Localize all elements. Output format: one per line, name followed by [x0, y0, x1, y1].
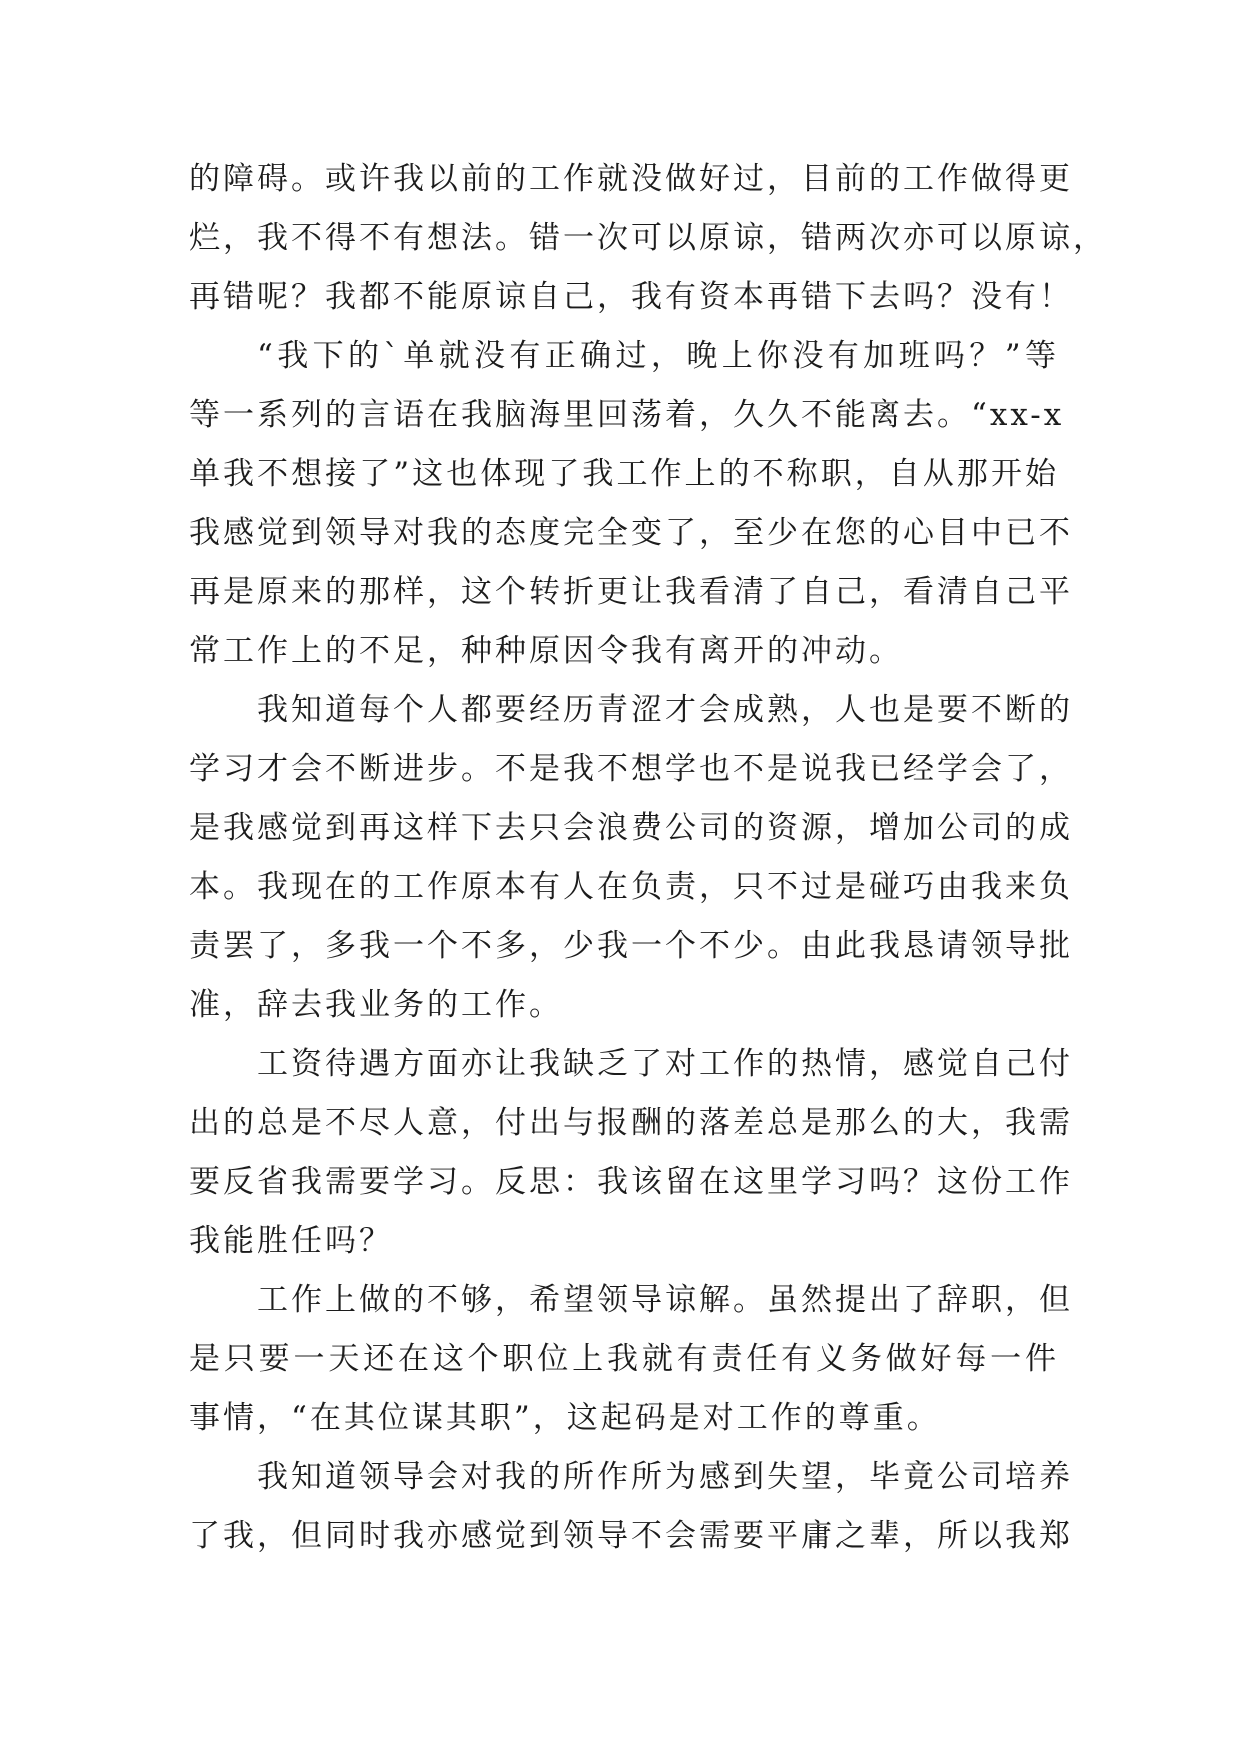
text-line: 常工作上的不足，种种原因令我有离开的冲动。 [189, 633, 903, 669]
text-line: 是只要一天还在这个职位上我就有责任有义务做好每一件 [189, 1341, 1059, 1377]
text-line: 准，辞去我业务的工作。 [189, 987, 563, 1023]
paragraph-first-line: “我下的`单就没有正确过，晚上你没有加班吗？”等 [257, 338, 1059, 374]
text-line: 了我，但同时我亦感觉到领导不会需要平庸之辈，所以我郑 [189, 1518, 1073, 1554]
paragraph-first-line: 我知道每个人都要经历青涩才会成熟，人也是要不断的 [257, 692, 1073, 728]
text-line: 单我不想接了”这也体现了我工作上的不称职，自从那开始 [189, 456, 1059, 492]
text-line: 的障碍。或许我以前的工作就没做好过，目前的工作做得更 [189, 161, 1073, 197]
text-line: 再是原来的那样，这个转折更让我看清了自己，看清自己平 [189, 574, 1073, 610]
document-body [189, 150, 1107, 1566]
paragraph-first-line: 我知道领导会对我的所作所为感到失望，毕竟公司培养 [257, 1459, 1073, 1495]
paragraph-first-line: 工资待遇方面亦让我缺乏了对工作的热情，感觉自己付 [257, 1046, 1073, 1082]
text-line: 等一系列的言语在我脑海里回荡着，久久不能离去。“xx-x [189, 397, 1065, 433]
text-line: 再错呢？我都不能原谅自己，我有资本再错下去吗？没有！ [189, 279, 1073, 315]
paragraph-first-line: 工作上做的不够，希望领导谅解。虽然提出了辞职，但 [257, 1282, 1073, 1318]
text-line: 我能胜任吗？ [189, 1223, 393, 1259]
text-line: 本。我现在的工作原本有人在负责，只不过是碰巧由我来负 [189, 869, 1073, 905]
text-line: 要反省我需要学习。反思：我该留在这里学习吗？这份工作 [189, 1164, 1073, 1200]
text-line: 烂，我不得不有想法。错一次可以原谅，错两次亦可以原谅， [189, 220, 1107, 256]
text-line: 责罢了，多我一个不多，少我一个不少。由此我恳请领导批 [189, 928, 1073, 964]
text-line: 出的总是不尽人意，付出与报酬的落差总是那么的大，我需 [189, 1105, 1073, 1141]
text-line: 是我感觉到再这样下去只会浪费公司的资源，增加公司的成 [189, 810, 1073, 846]
text-line: 事情，“在其位谋其职”，这起码是对工作的尊重。 [189, 1400, 941, 1436]
text-line: 学习才会不断进步。不是我不想学也不是说我已经学会了， [189, 751, 1073, 787]
text-line: 我感觉到领导对我的态度完全变了，至少在您的心目中已不 [189, 515, 1073, 551]
